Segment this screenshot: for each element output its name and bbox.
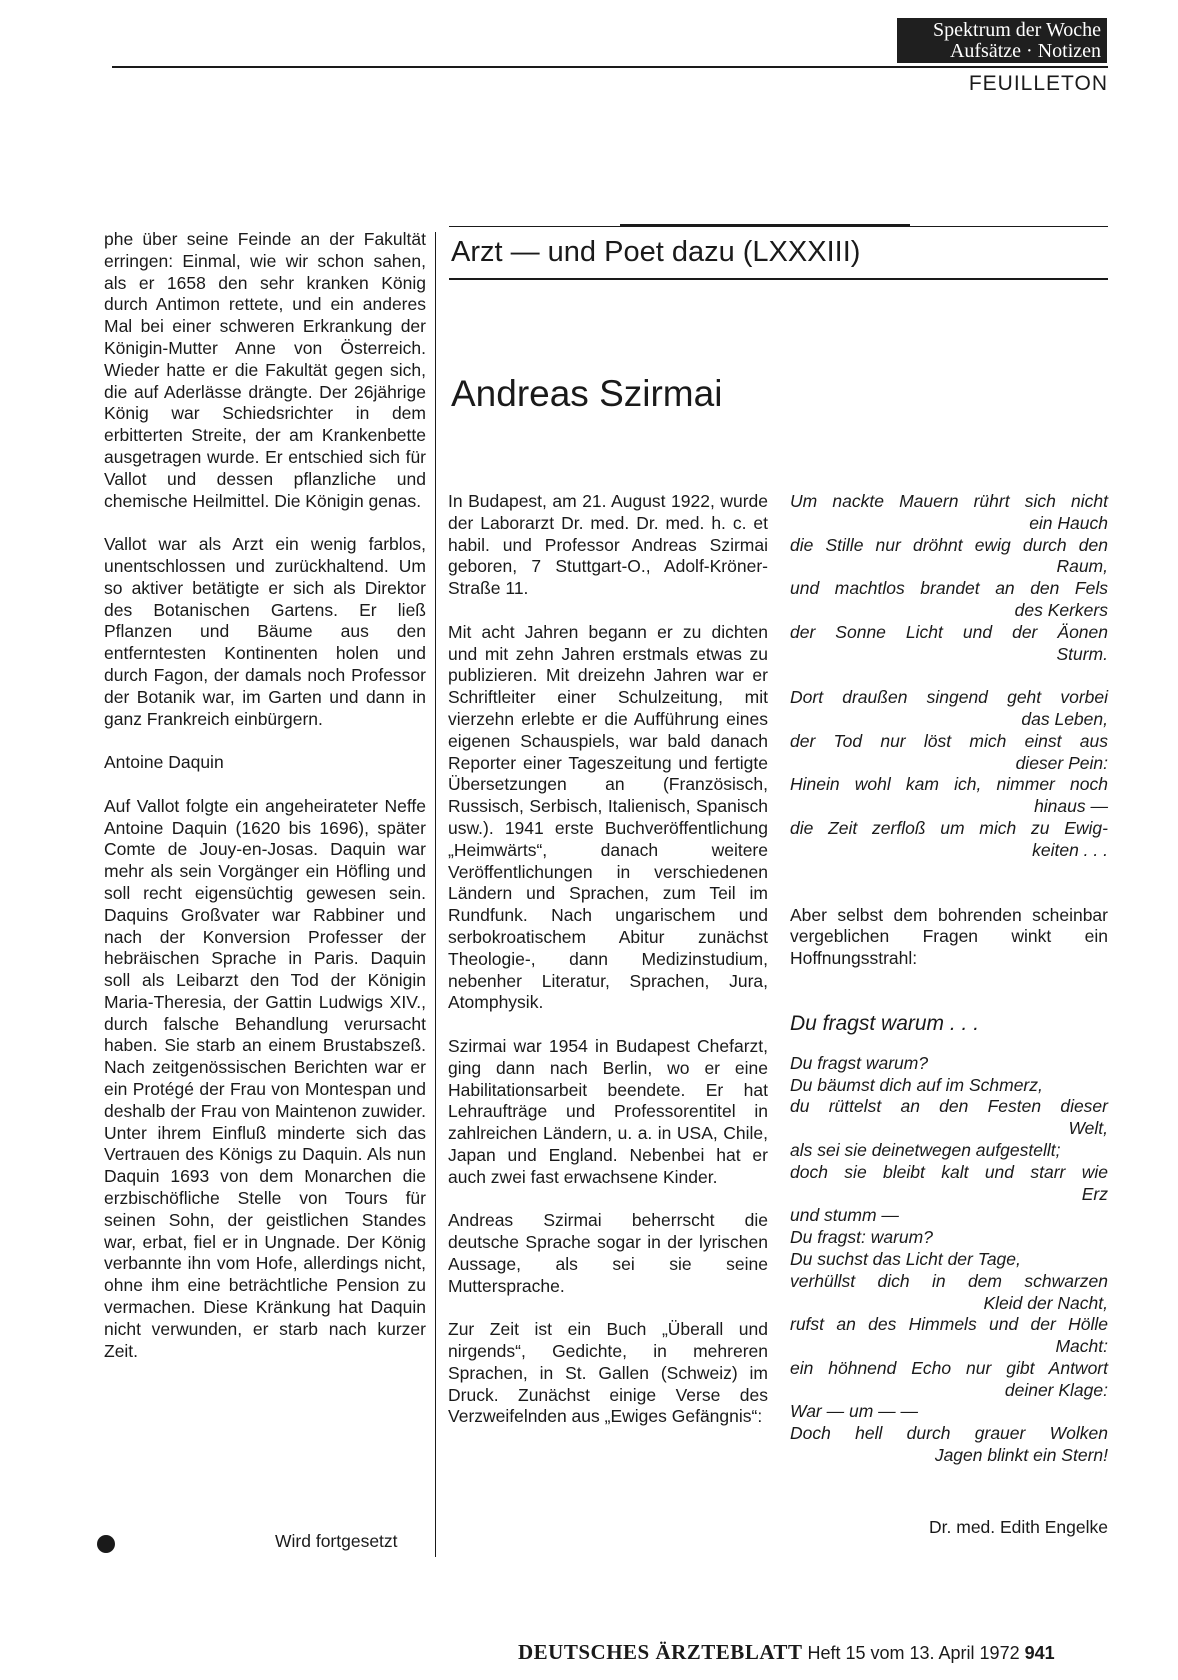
poem-line: Macht: [1055,1336,1108,1357]
poem-line: die Zeit zerfloß um mich zu Ewig- [790,817,1108,838]
poem-line: Du fragst: warum? [790,1227,933,1248]
poem-line: Jagen blinkt ein Stern! [934,1445,1108,1466]
mid-paragraph-4: Andreas Szirmai beherrscht die deutsche Sprache sogar in der lyrischen Aussage, als sei sie seine Muttersprache. [448,1210,768,1296]
poem-line: als sei sie deinetwegen aufgestellt; [790,1139,1061,1160]
poem-line: Welt, [1068,1118,1108,1139]
left-paragraph-3: Auf Vallot folgte ein angeheirateter Neffe Antoine Daquin (1620 bis 1696), später Comte de Jouy-en-Josas. Daquin war mehr als sein Vorgänger ein Höfling und soll recht eigensüchtig gewesen sein. Daquins Großvater war Rabbiner und nach der Konversion Professer der hebräischen Sprache in Paris. Daquin soll als Leibarzt den Tod der Königin Maria-Theresia, der Gattin Ludwigs XIV., durch falsche Behandlung verursacht haben. Sie starb an einem Brustabszeß. Nach zeitgenössischen Berichten war er ein Protégé der Frau von Montespan und deshalb der Frau von Maintenon zuwider. Unter ihrem Einfluß minderte sich das Vertrauen des Königs zu Daquin. Als nun Daquin 1693 von dem Monarchen die erzbischöfliche Stelle von Tours für seinen Sohn, der geistlichen Standes war, erbat, fiel er in Ungnade. Der König verbannte ihn vom Hofe, allerdings nicht, ohne ihm eine beträchtliche Pension zu vermachen. Diese Kränkung hat Daquin nicht verwunden, er starb nach kurzer Zeit. [104,795,426,1361]
poem-line: Um nackte Mauern rührt sich nicht [790,491,1108,511]
poem-line: dieser Pein: [1015,752,1108,773]
page-number: 941 [1024,1643,1055,1663]
poem-line: Du bäumst dich auf im Schmerz, [790,1074,1043,1095]
section-header-box [897,18,1107,63]
mid-paragraph-3: Szirmai war 1954 in Budapest Chefarzt, ging dann nach Berlin, wo er eine Habilitationsarbeit beendete. Er hat Lehraufträge und Professorentitel in zahlreichen Ländern, u. a. in USA, Chile, Japan und England. Nebenbei hat er auch zwei fast erwachsene Kinder. [448,1035,768,1187]
poem-line: und machtlos brandet an den Fels [790,578,1108,599]
section-label: FEUILLETON [968,72,1108,95]
poem-line: Hinein wohl kam ich, nimmer noch [790,774,1108,795]
mid-paragraph-1: In Budapest, am 21. August 1922, wurde der Laborarzt Dr. med. Dr. med. h. c. et habil. und Professor Andreas Szirmai geboren, 7 Stuttgart-O., Adolf-Kröner-Straße 11. [448,491,768,599]
left-column [104,229,426,1384]
poem-line: und stumm — [790,1205,899,1226]
poem-line: Du suchst das Licht der Tage, [790,1248,1021,1269]
header-box-line1: Spektrum der Woche [933,19,1101,41]
poem-line: Doch hell durch grauer Wolken [790,1423,1108,1444]
poem-line: Du fragst warum? [790,1052,929,1073]
subheading-antoine-daquin: Antoine Daquin [104,752,224,773]
series-top-rule-accent [620,224,910,226]
poem-line: Sturm. [1056,643,1108,664]
middle-column [448,491,768,1450]
issue-info: Heft 15 vom 13. April 1972 [807,1643,1020,1663]
column-divider [435,232,436,1557]
poem-line: der Tod nur löst mich einst aus [790,730,1108,751]
page-footer [518,1640,1055,1665]
poem-2 [790,1053,1108,1467]
left-paragraph-2: Vallot war als Arzt ein wenig farblos, unentschlossen und zurückhaltend. Um so aktiver betätigte er sich als Direktor des Botanischen Gartens. Er ließ Pflanzen und Bäume aus den entferntesten Kontinenten holen und durch Fagon, der damals noch Professor der Botanik war, im Garten und dann in ganz Frankreich einbürgern. [104,534,426,729]
poem-title: Du fragst warum . . . [790,1011,980,1035]
header-box-line2: Aufsätze · Notizen [949,40,1101,62]
mid-paragraph-5: Zur Zeit ist ein Buch „Überall und nirgends“, Gedichte, in mehreren Sprachen, in St. Gallen (Schweiz) im Druck. Zunächst einige Verse des Verzweifelnden aus „Ewiges Gefängnis“: [448,1319,768,1427]
right-prose: Aber selbst dem bohrenden scheinbar vergeblichen Fragen winkt ein Hoffnungsstrahl: [790,904,1108,969]
series-bottom-rule [449,278,1108,280]
poem-line: du rüttelst an den Festen dieser [790,1096,1108,1117]
continued-note: Wird fortgesetzt [275,1531,398,1551]
poem-line: rufst an des Himmels und der Hölle [790,1314,1108,1335]
article-title: Andreas Szirmai [451,373,723,414]
mid-paragraph-2: Mit acht Jahren begann er zu dichten und mit zehn Jahren erstmals etwas zu publizieren. Mit dreizehn Jahren war er Schriftleiter einer Schulzeitung, mit vierzehn erlebte er die Aufführung eines eigenen Schauspiels, war bald danach Reporter einer Tageszeitung und fertigte Übersetzungen an (Französisch, Russisch, Serbisch, Italienisch, Spanisch usw.). 1941 erste Buchveröffentlichung „Heimwärts“, danach weitere Veröffentlichungen in verschiedenen Ländern und Sprachen, zum Teil im Rundfunk. Nach ungarischem und serbokroatischem Abitur zunächst Theologie-, dann Medizinstudium, nebenher Literatur, Sprachen, Jura, Atomphysik. [448,621,768,1013]
left-paragraph-1: phe über seine Feinde an der Fakultät erringen: Einmal, wie wir schon sahen, als er 1658 den sehr kranken König durch Antimon rettete, und ein anderes Mal bei einer schweren Erkrankung der Königin-Mutter Anne von Österreich. Wieder hatte er die Fakultät gegen sich, die auf Aderlässe drängte. Der 26jährige König war Schiedsrichter in dem erbitterten Streite, der am Krankenbette ausgetragen wurde. Er entschied sich für Vallot und dessen pflanzliche und chemische Heilmittel. Die Königin genas. [104,229,426,511]
poem-line: keiten . . . [1032,839,1108,860]
poem-line: des Kerkers [1014,599,1108,620]
right-column [790,491,1108,1467]
poem-line: doch sie bleibt kalt und starr wie [790,1161,1108,1182]
poem-line: verhüllst dich in dem schwarzen [790,1270,1108,1291]
series-title: Arzt — und Poet dazu (LXXXIII) [451,236,861,268]
poem-line: Dort draußen singend geht vorbei [790,687,1108,708]
masthead: DEUTSCHES ÄRZTEBLATT [518,1640,803,1664]
poem-line: deiner Klage: [1004,1379,1108,1400]
poem-stanza-2 [790,687,1108,861]
poem-line: Kleid der Nacht, [983,1292,1108,1313]
poem-line: das Leben, [1021,708,1108,729]
poem-line: die Stille nur dröhnt ewig durch den [790,534,1108,555]
poem-stanza-1 [790,491,1108,665]
poem-line: War — um — — [790,1401,919,1422]
signature: Dr. med. Edith Engelke [929,1517,1108,1537]
poem-line: Raum, [1056,556,1108,577]
poem-line: ein höhnend Echo nur gibt Antwort [790,1357,1108,1378]
series-top-rule [449,226,1108,227]
poem-line: hinaus — [1034,796,1108,817]
end-bullet-icon [97,1535,115,1553]
poem-line: ein Hauch [1029,512,1108,533]
poem-line: der Sonne Licht und der Äonen [790,621,1108,642]
header-rule [112,66,1108,68]
poem-line: Erz [1081,1183,1108,1204]
